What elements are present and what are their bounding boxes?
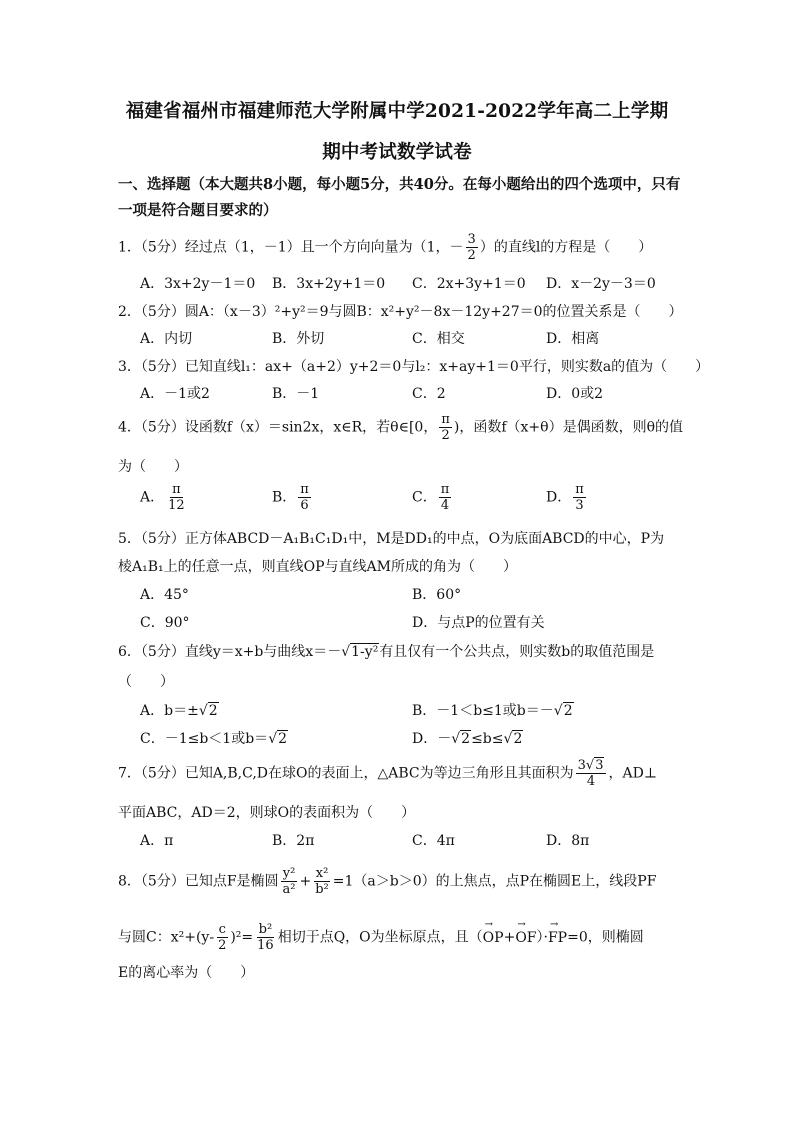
option-c: C．－1≤b＜1或b＝√2 (140, 731, 288, 747)
option-a: A． $\frac{\pi}{12}$ (140, 482, 185, 513)
option-b: B．－1 (272, 386, 320, 402)
question-6-cont: （ ） (118, 674, 174, 690)
option-a: A．内切 (140, 331, 193, 347)
option-d: D．相离 (546, 331, 600, 347)
option-a: A．π (140, 833, 174, 849)
question-8-cont2: E的离心率为（ ） (118, 965, 255, 981)
option-c: C．相交 (412, 331, 465, 347)
section-heading: 一、选择题（本大题共8小题，每小题5分，共40分。在每小题给出的四个选项中，只有一项是符合题目要求的） (118, 176, 681, 219)
page-title-line2: 期中考试数学试卷 (322, 142, 472, 163)
option-d: D．－√2≤b≤√2 (412, 731, 523, 747)
sqrt: √1-y² (341, 644, 379, 660)
option-a: A．45° (140, 587, 189, 603)
option-a: A．3x+2y－1＝0 (140, 276, 256, 292)
option-b: B．3x+2y+1＝0 (272, 276, 386, 292)
fraction: $\frac{3√3}{4}$ (576, 758, 607, 789)
option-a: A．－1或2 (140, 386, 210, 402)
question-4: 4．（5分）设函数f（x）＝sin2x，x∈R，若θ∈[0， $\frac{\pi}{2}$ )，函数f（x+θ）是偶函数，则θ的值 (118, 412, 684, 443)
fraction: $\frac{3}{2}$ (467, 232, 476, 263)
option-d: D．8π (546, 833, 590, 849)
fraction: $\frac{\pi}{2}$ (441, 412, 450, 443)
option-c: C．90° (140, 615, 190, 631)
question-7-cont: 平面ABC，AD＝2，则球O的表面积为（ ） (118, 805, 416, 821)
option-c: C．2 (412, 386, 446, 402)
option-b: B．2π (272, 833, 315, 849)
option-a: A．b＝±√2 (140, 703, 218, 719)
question-7: 7．（5分）已知A,B,C,D在球O的表面上，△ABC为等边三角形且其面积为 $\frac{3√3}{4}$ ，AD⊥ (118, 758, 657, 789)
question-6: 6．（5分）直线y＝x+b与曲线x＝－√1-y²有且仅有一个公共点，则实数b的取值范围是 (118, 644, 655, 660)
question-3: 3．（5分）已知直线l₁：ax+（a+2）y+2＝0与l₂：x+ay+1＝0平行，则实数a的值为（ ） (118, 359, 710, 375)
question-5-cont: 棱A₁B₁上的任意一点，则直线OP与直线AM所成的角为（ ） (118, 559, 517, 575)
option-d: D．0或2 (546, 386, 604, 402)
question-5: 5．（5分）正方体ABCD－A₁B₁C₁D₁中，M是DD₁的中点，O为底面ABCD的中心，P为 (118, 531, 665, 547)
option-b: B． $\frac{\pi}{6}$ (272, 482, 309, 513)
question-4-cont: 为（ ） (118, 459, 188, 475)
option-c: C． $\frac{\pi}{4}$ (412, 482, 450, 513)
question-1: 1．（5分）经过点（1，－1）且一个方向向量为（1，－ $\frac{3}{2}$ ）的直线l的方程是（ ） (118, 232, 653, 263)
question-8: 8．（5分）已知点F是椭圆 $\frac{\text{y²}}{\text{a²}}$ + $\frac{\text{x²}}{\text{b²}}$ =1（a＞b＞0）的上焦点，点P在椭圆E上，线段PF (118, 866, 657, 897)
option-d: D． $\frac{\pi}{3}$ (546, 482, 584, 513)
option-d: D．x－2y－3＝0 (546, 276, 656, 292)
page-title-line1: 福建省福州市福建师范大学附属中学2021-2022学年高二上学期 (125, 101, 669, 122)
option-b: B．外切 (272, 331, 325, 347)
question-8-cont: 与圆C：x²+(y- $\frac{c}{2}$ )²= $\frac{\text{b²}}{16}$ 相切于点Q，O为坐标原点，且（→ OP+→ OF）·→ FP=0，则椭圆 (118, 922, 644, 953)
option-c: C．2x+3y+1＝0 (412, 276, 526, 292)
option-b: B．60° (412, 587, 462, 603)
option-d: D．与点P的位置有关 (412, 615, 545, 631)
question-2: 2．（5分）圆A：（x－3）²+y²＝9与圆B：x²+y²－8x－12y+27＝0的位置关系是（ ） (118, 304, 683, 320)
option-c: C．4π (412, 833, 455, 849)
option-b: B．－1＜b≤1或b＝－√2 (412, 703, 573, 719)
